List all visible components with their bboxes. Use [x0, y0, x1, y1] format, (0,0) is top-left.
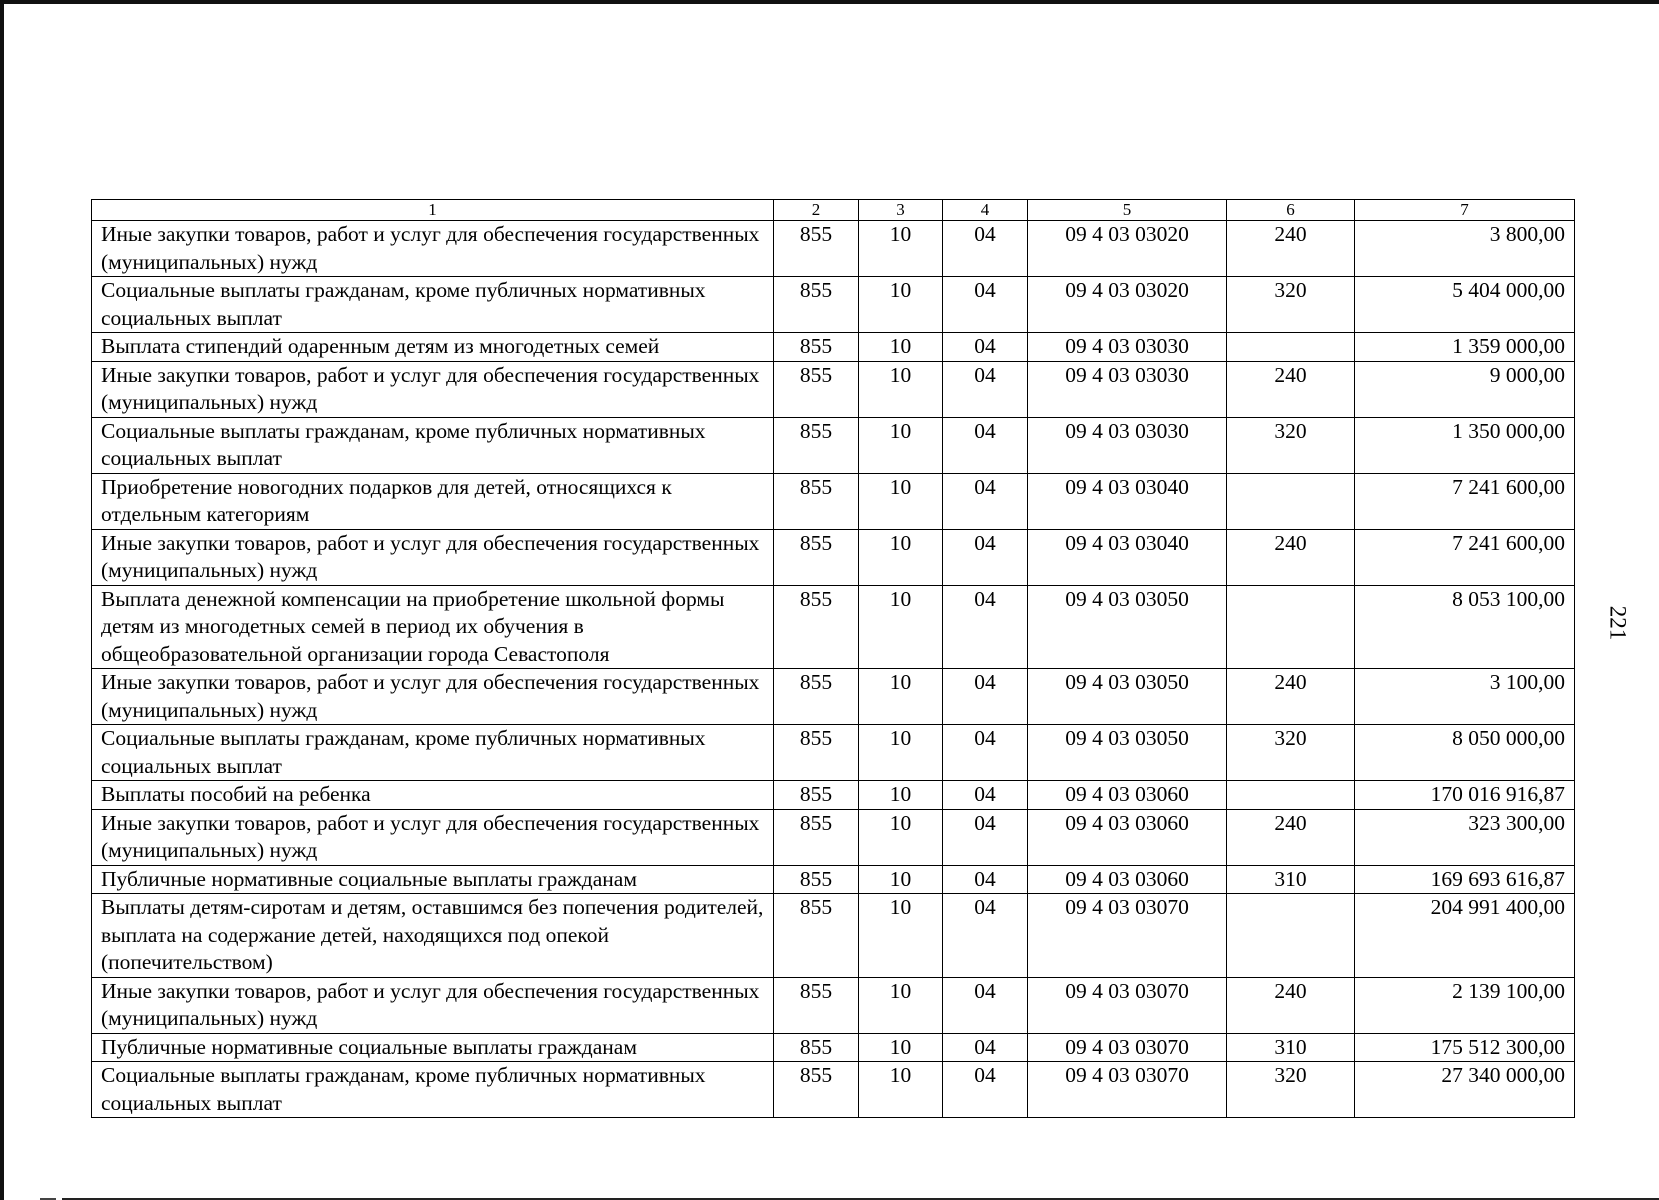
row-razdel-cell: 10: [859, 473, 943, 529]
row-name-cell: Социальные выплаты гражданам, кроме публичных нормативных социальных выплат: [92, 725, 774, 781]
row-csr-cell: 09 4 03 03060: [1028, 809, 1227, 865]
row-name-cell: Выплата денежной компенсации на приобретение школьной формы детям из многодетных семей в период их обучения в общеобразовательной организации города Севастополя: [92, 585, 774, 669]
budget-table: [91, 199, 1575, 1118]
column-header-1: 1: [92, 200, 774, 221]
row-vr-cell: [1227, 473, 1355, 529]
row-grbs-cell: 855: [774, 585, 859, 669]
table-row: [92, 977, 1575, 1033]
table-row: [92, 277, 1575, 333]
column-header-3: 3: [859, 200, 943, 221]
row-razdel-cell: 10: [859, 894, 943, 978]
row-sum-cell: 2 139 100,00: [1355, 977, 1575, 1033]
scan-left-border: [0, 0, 4, 1200]
row-csr-cell: 09 4 03 03020: [1028, 277, 1227, 333]
row-csr-cell: 09 4 03 03050: [1028, 669, 1227, 725]
row-name-cell: Публичные нормативные социальные выплаты гражданам: [92, 865, 774, 894]
row-name-cell: Иные закупки товаров, работ и услуг для обеспечения государственных (муниципальных) нужд: [92, 361, 774, 417]
row-razdel-cell: 10: [859, 865, 943, 894]
table-row: [92, 725, 1575, 781]
row-podrazdel-cell: 04: [943, 894, 1028, 978]
row-podrazdel-cell: 04: [943, 529, 1028, 585]
row-name-cell: Иные закупки товаров, работ и услуг для обеспечения государственных (муниципальных) нужд: [92, 977, 774, 1033]
row-name-cell: Социальные выплаты гражданам, кроме публичных нормативных социальных выплат: [92, 417, 774, 473]
column-number-row: [92, 200, 1575, 221]
row-sum-cell: 170 016 916,87: [1355, 781, 1575, 810]
row-razdel-cell: 10: [859, 1062, 943, 1118]
row-sum-cell: 1 350 000,00: [1355, 417, 1575, 473]
row-podrazdel-cell: 04: [943, 809, 1028, 865]
table-row: [92, 361, 1575, 417]
row-razdel-cell: 10: [859, 277, 943, 333]
row-grbs-cell: 855: [774, 977, 859, 1033]
row-sum-cell: 3 800,00: [1355, 221, 1575, 277]
row-razdel-cell: 10: [859, 361, 943, 417]
column-header-6: 6: [1227, 200, 1355, 221]
row-csr-cell: 09 4 03 03030: [1028, 417, 1227, 473]
row-sum-cell: 3 100,00: [1355, 669, 1575, 725]
table-row: [92, 585, 1575, 669]
row-vr-cell: [1227, 585, 1355, 669]
row-name-cell: Иные закупки товаров, работ и услуг для обеспечения государственных (муниципальных) нужд: [92, 221, 774, 277]
row-csr-cell: 09 4 03 03040: [1028, 473, 1227, 529]
row-csr-cell: 09 4 03 03070: [1028, 1033, 1227, 1062]
row-razdel-cell: 10: [859, 977, 943, 1033]
row-vr-cell: [1227, 781, 1355, 810]
row-vr-cell: 240: [1227, 809, 1355, 865]
row-razdel-cell: 10: [859, 809, 943, 865]
row-vr-cell: 240: [1227, 977, 1355, 1033]
table-row: [92, 473, 1575, 529]
row-podrazdel-cell: 04: [943, 669, 1028, 725]
row-sum-cell: 169 693 616,87: [1355, 865, 1575, 894]
row-csr-cell: 09 4 03 03070: [1028, 1062, 1227, 1118]
row-sum-cell: 8 053 100,00: [1355, 585, 1575, 669]
row-razdel-cell: 10: [859, 725, 943, 781]
row-grbs-cell: 855: [774, 333, 859, 362]
row-razdel-cell: 10: [859, 781, 943, 810]
row-grbs-cell: 855: [774, 809, 859, 865]
row-podrazdel-cell: 04: [943, 277, 1028, 333]
row-vr-cell: 320: [1227, 417, 1355, 473]
row-csr-cell: 09 4 03 03050: [1028, 585, 1227, 669]
page-number: 221: [1605, 605, 1631, 641]
row-name-cell: Социальные выплаты гражданам, кроме публичных нормативных социальных выплат: [92, 277, 774, 333]
row-sum-cell: 204 991 400,00: [1355, 894, 1575, 978]
row-grbs-cell: 855: [774, 529, 859, 585]
row-name-cell: Иные закупки товаров, работ и услуг для обеспечения государственных (муниципальных) нужд: [92, 529, 774, 585]
row-razdel-cell: 10: [859, 1033, 943, 1062]
row-csr-cell: 09 4 03 03060: [1028, 781, 1227, 810]
row-sum-cell: 1 359 000,00: [1355, 333, 1575, 362]
row-csr-cell: 09 4 03 03030: [1028, 333, 1227, 362]
row-vr-cell: 320: [1227, 725, 1355, 781]
table-row: [92, 221, 1575, 277]
table-row: [92, 333, 1575, 362]
row-name-cell: Социальные выплаты гражданам, кроме публичных нормативных социальных выплат: [92, 1062, 774, 1118]
row-razdel-cell: 10: [859, 417, 943, 473]
row-podrazdel-cell: 04: [943, 1033, 1028, 1062]
row-grbs-cell: 855: [774, 1062, 859, 1118]
row-grbs-cell: 855: [774, 361, 859, 417]
table-row: [92, 809, 1575, 865]
row-csr-cell: 09 4 03 03030: [1028, 361, 1227, 417]
row-podrazdel-cell: 04: [943, 585, 1028, 669]
row-podrazdel-cell: 04: [943, 333, 1028, 362]
row-csr-cell: 09 4 03 03050: [1028, 725, 1227, 781]
scan-top-border: [0, 0, 1659, 4]
row-podrazdel-cell: 04: [943, 473, 1028, 529]
row-razdel-cell: 10: [859, 333, 943, 362]
row-razdel-cell: 10: [859, 585, 943, 669]
row-csr-cell: 09 4 03 03070: [1028, 977, 1227, 1033]
row-grbs-cell: 855: [774, 277, 859, 333]
row-name-cell: Выплата стипендий одаренным детям из многодетных семей: [92, 333, 774, 362]
row-name-cell: Иные закупки товаров, работ и услуг для обеспечения государственных (муниципальных) нужд: [92, 669, 774, 725]
row-grbs-cell: 855: [774, 725, 859, 781]
column-header-4: 4: [943, 200, 1028, 221]
row-grbs-cell: 855: [774, 669, 859, 725]
row-sum-cell: 5 404 000,00: [1355, 277, 1575, 333]
table-body: [92, 200, 1575, 1118]
row-vr-cell: 240: [1227, 529, 1355, 585]
row-sum-cell: 27 340 000,00: [1355, 1062, 1575, 1118]
row-podrazdel-cell: 04: [943, 725, 1028, 781]
table-row: [92, 781, 1575, 810]
table-row: [92, 865, 1575, 894]
row-razdel-cell: 10: [859, 221, 943, 277]
table-row: [92, 417, 1575, 473]
row-podrazdel-cell: 04: [943, 781, 1028, 810]
row-vr-cell: [1227, 333, 1355, 362]
row-name-cell: Выплаты пособий на ребенка: [92, 781, 774, 810]
row-grbs-cell: 855: [774, 1033, 859, 1062]
row-sum-cell: 9 000,00: [1355, 361, 1575, 417]
row-podrazdel-cell: 04: [943, 221, 1028, 277]
row-podrazdel-cell: 04: [943, 977, 1028, 1033]
row-csr-cell: 09 4 03 03040: [1028, 529, 1227, 585]
row-grbs-cell: 855: [774, 865, 859, 894]
row-sum-cell: 7 241 600,00: [1355, 529, 1575, 585]
row-vr-cell: 310: [1227, 1033, 1355, 1062]
row-name-cell: Публичные нормативные социальные выплаты гражданам: [92, 1033, 774, 1062]
row-razdel-cell: 10: [859, 669, 943, 725]
row-csr-cell: 09 4 03 03070: [1028, 894, 1227, 978]
row-grbs-cell: 855: [774, 417, 859, 473]
row-csr-cell: 09 4 03 03060: [1028, 865, 1227, 894]
row-razdel-cell: 10: [859, 529, 943, 585]
row-sum-cell: 175 512 300,00: [1355, 1033, 1575, 1062]
row-csr-cell: 09 4 03 03020: [1028, 221, 1227, 277]
column-header-2: 2: [774, 200, 859, 221]
table-row: [92, 669, 1575, 725]
table-row: [92, 1033, 1575, 1062]
row-grbs-cell: 855: [774, 781, 859, 810]
row-vr-cell: 320: [1227, 277, 1355, 333]
table-row: [92, 529, 1575, 585]
row-podrazdel-cell: 04: [943, 1062, 1028, 1118]
column-header-5: 5: [1028, 200, 1227, 221]
row-podrazdel-cell: 04: [943, 361, 1028, 417]
row-vr-cell: 240: [1227, 361, 1355, 417]
table-row: [92, 894, 1575, 978]
table-row: [92, 1062, 1575, 1118]
row-sum-cell: 8 050 000,00: [1355, 725, 1575, 781]
row-podrazdel-cell: 04: [943, 417, 1028, 473]
row-vr-cell: 240: [1227, 669, 1355, 725]
row-grbs-cell: 855: [774, 894, 859, 978]
row-vr-cell: [1227, 894, 1355, 978]
row-vr-cell: 320: [1227, 1062, 1355, 1118]
row-vr-cell: 310: [1227, 865, 1355, 894]
row-name-cell: Иные закупки товаров, работ и услуг для обеспечения государственных (муниципальных) нужд: [92, 809, 774, 865]
row-podrazdel-cell: 04: [943, 865, 1028, 894]
row-name-cell: Приобретение новогодних подарков для детей, относящихся к отдельным категориям: [92, 473, 774, 529]
row-name-cell: Выплаты детям-сиротам и детям, оставшимся без попечения родителей, выплата на содержание детей, находящихся под опекой (попечительством): [92, 894, 774, 978]
column-header-7: 7: [1355, 200, 1575, 221]
row-sum-cell: 323 300,00: [1355, 809, 1575, 865]
row-vr-cell: 240: [1227, 221, 1355, 277]
row-grbs-cell: 855: [774, 221, 859, 277]
row-sum-cell: 7 241 600,00: [1355, 473, 1575, 529]
row-grbs-cell: 855: [774, 473, 859, 529]
